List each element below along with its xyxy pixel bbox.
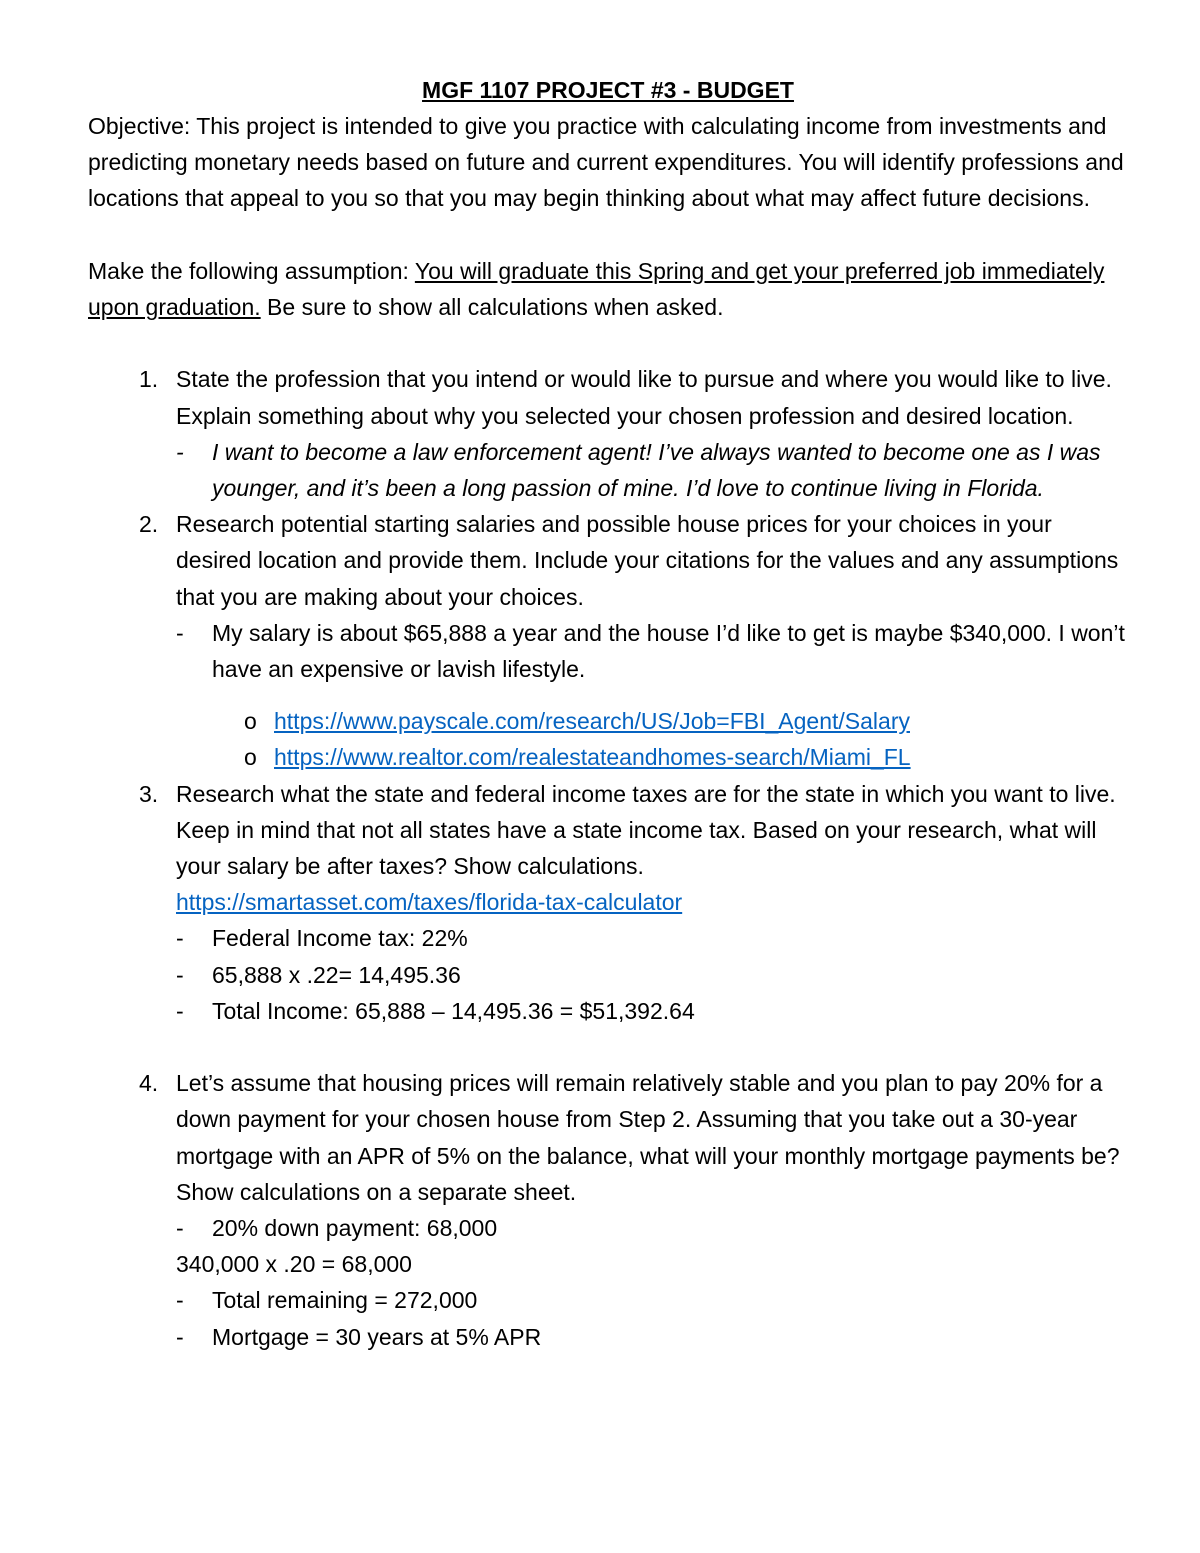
answer-line xyxy=(88,434,1128,506)
spacer xyxy=(88,687,1128,703)
dash-marker: - xyxy=(176,1287,184,1314)
question-text: Let’s assume that housing prices will remain relatively stable and you plan to pay 20% for a down payment for your chosen house from Step 2. Assuming that you take out a 30-year mortgage with an APR of 5% on the balance, what will your monthly mortgage payments be? Show calculations on a separate sheet. xyxy=(176,1070,1120,1205)
answer-text: Total remaining = 272,000 xyxy=(212,1287,478,1314)
bullet-marker: o xyxy=(244,744,257,771)
dash-marker: - xyxy=(176,961,184,988)
question-text: Research potential starting salaries and possible house prices for your choices in your desired location and provide them. Include your citations for the values and any assumptions that you are making about your choices. xyxy=(176,511,1119,610)
item-number: 3. xyxy=(139,780,159,807)
citation-link-payscale[interactable]: https://www.payscale.com/research/US/Job=FBI_Agent/Salary xyxy=(274,708,910,735)
dash-marker: - xyxy=(176,619,184,646)
bullet-marker: o xyxy=(244,708,257,735)
dash-marker: - xyxy=(176,1323,184,1350)
answer-line xyxy=(88,920,1128,956)
question-item-1 xyxy=(88,361,1128,433)
answer-text: Federal Income tax: 22% xyxy=(212,925,468,952)
item-number: 2. xyxy=(139,511,159,538)
citation-bullet xyxy=(88,703,1128,739)
citation-line xyxy=(88,884,1128,920)
answer-line xyxy=(88,993,1128,1029)
spacer xyxy=(88,217,1128,253)
calculation-text: 340,000 x .20 = 68,000 xyxy=(176,1251,412,1278)
citation-link-realtor[interactable]: https://www.realtor.com/realestateandhomes-search/Miami_FL xyxy=(274,744,911,771)
citation-bullet xyxy=(88,739,1128,775)
answer-text: 20% down payment: 68,000 xyxy=(212,1215,498,1242)
answer-text: I want to become a law enforcement agent! I’ve always wanted to become one as I was younger, and it’s been a long passion of mine. I’d love to continue living in Florida. xyxy=(212,438,1101,501)
calculation-line xyxy=(88,1246,1128,1282)
dash-marker: - xyxy=(176,1215,184,1242)
item-number: 4. xyxy=(139,1070,159,1097)
answer-text: 65,888 x .22= 14,495.36 xyxy=(212,961,461,988)
citation-link-smartasset[interactable]: https://smartasset.com/taxes/florida-tax-calculator xyxy=(176,889,683,916)
item-number: 1. xyxy=(139,366,159,393)
answer-text: Mortgage = 30 years at 5% APR xyxy=(212,1323,542,1350)
assumption-tail: Be sure to show all calculations when asked. xyxy=(260,294,724,320)
dash-marker: - xyxy=(176,997,184,1024)
dash-marker: - xyxy=(176,438,184,465)
answer-text: My salary is about $65,888 a year and the house I’d like to get is maybe $340,000. I won’t have an expensive or lavish lifestyle. xyxy=(212,619,1125,683)
answer-text: Total Income: 65,888 – 14,495.36 = $51,392.64 xyxy=(212,997,695,1024)
objective-paragraph: Objective: This project is intended to give you practice with calculating income from investments and predicting monetary needs based on future and current expenditures. You will identify professions and locations that appeal to you so that you may begin thinking about what may affect future decisions. xyxy=(88,113,1124,212)
answer-line xyxy=(88,1282,1128,1318)
assumption-underlined: You will graduate this Spring and get your preferred job immediately upon graduation. xyxy=(88,257,1105,320)
question-item-3 xyxy=(88,776,1128,885)
question-text: State the profession that you intend or would like to pursue and where you would like to live. Explain something about why you selected your chosen profession and desired location. xyxy=(176,366,1112,429)
question-item-2 xyxy=(88,506,1128,615)
document-page xyxy=(88,72,1128,1355)
question-text: Research what the state and federal income taxes are for the state in which you want to live. Keep in mind that not all states have a state income tax. Based on your research, what will your salary be after taxes? Show calculations. xyxy=(176,780,1116,880)
answer-line xyxy=(88,615,1128,687)
answer-line xyxy=(88,957,1128,993)
question-item-4 xyxy=(88,1065,1128,1210)
page-title: MGF 1107 PROJECT #3 - BUDGET xyxy=(422,77,794,103)
assumption-paragraph xyxy=(88,253,1128,325)
spacer xyxy=(88,325,1128,361)
answer-line xyxy=(88,1319,1128,1355)
answer-line xyxy=(88,1210,1128,1246)
spacer xyxy=(88,1029,1128,1065)
dash-marker: - xyxy=(176,925,184,952)
assumption-lead: Make the following assumption: xyxy=(88,257,415,284)
